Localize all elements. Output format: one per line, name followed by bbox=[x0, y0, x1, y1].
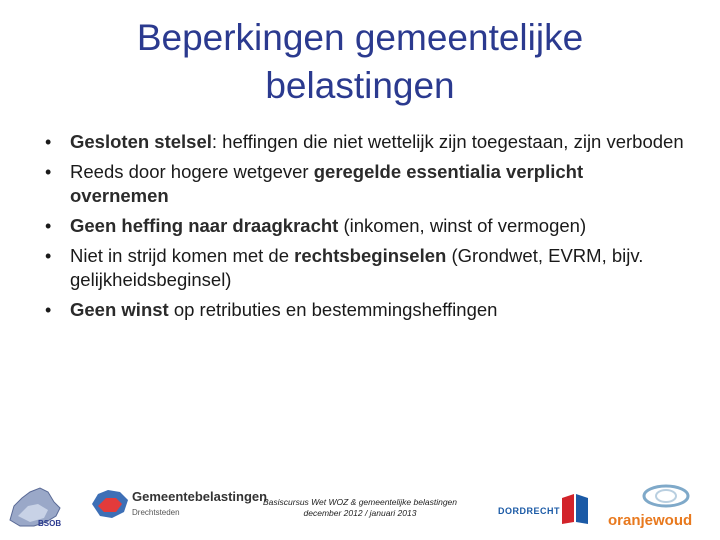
oranjewoud-logo bbox=[606, 482, 716, 532]
slide-title bbox=[60, 14, 660, 110]
bullet-item bbox=[44, 160, 684, 208]
bullet-dot-icon: • bbox=[45, 162, 52, 182]
bullet-dot-icon: • bbox=[45, 300, 52, 320]
bullet-text: (inkomen, winst of vermogen) bbox=[338, 215, 587, 236]
bullet-text: Reeds door hogere wetgever bbox=[70, 161, 314, 182]
bullet-text: (Grondwet, EVRM, bijv. gelijkheidsbeginsel) bbox=[70, 245, 644, 290]
slide-footer bbox=[0, 470, 720, 540]
gemeentebelastingen-name: Gemeentebelastingen bbox=[132, 489, 268, 504]
bsob-map-logo-icon bbox=[4, 476, 68, 532]
bullet-bold: Geen heffing naar draagkracht bbox=[70, 215, 339, 236]
bullet-bold: rechtsbeginselen bbox=[294, 245, 447, 266]
gemeentebelastingen-logo bbox=[90, 486, 268, 526]
course-line-2: december 2012 / januari 2013 bbox=[303, 508, 417, 518]
bullet-text: Niet in strijd komen met de bbox=[70, 245, 295, 266]
bullet-bold: geregelde essentialia verplicht overnemen bbox=[70, 161, 584, 206]
drechtsteden-map-icon bbox=[90, 486, 130, 522]
bullet-dot-icon: • bbox=[45, 246, 52, 266]
course-line-1: Basiscursus Wet WOZ & gemeentelijke belastingen bbox=[262, 497, 457, 507]
oranjewoud-swirl-icon bbox=[636, 482, 696, 512]
bullet-bold: Gesloten stelsel bbox=[70, 131, 212, 152]
bullet-item bbox=[44, 214, 684, 238]
bullet-item bbox=[44, 244, 684, 292]
title-line-1: Beperkingen gemeentelijke bbox=[136, 17, 584, 58]
bullet-bold: Geen winst bbox=[70, 299, 169, 320]
dordrecht-logo: DORDRECHT bbox=[498, 506, 560, 516]
dordrecht-flag-icon bbox=[560, 492, 590, 526]
bullet-item bbox=[44, 130, 684, 154]
oranjewoud-word: oranjewoud bbox=[608, 512, 693, 529]
gemeentebelastingen-sub: Drechtsteden bbox=[132, 508, 180, 517]
bullet-dot-icon: • bbox=[45, 132, 52, 152]
bullet-dot-icon: • bbox=[45, 216, 52, 236]
bullet-text: op retributies en bestemmingsheffingen bbox=[168, 299, 498, 320]
bullet-text: : heffingen die niet wettelijk zijn toegestaan, zijn verboden bbox=[211, 131, 684, 152]
bullet-list bbox=[44, 130, 684, 328]
course-caption bbox=[240, 497, 480, 519]
title-line-2: belastingen bbox=[265, 65, 455, 106]
bullet-item bbox=[44, 298, 684, 322]
bsob-label: BSOB bbox=[38, 519, 62, 528]
